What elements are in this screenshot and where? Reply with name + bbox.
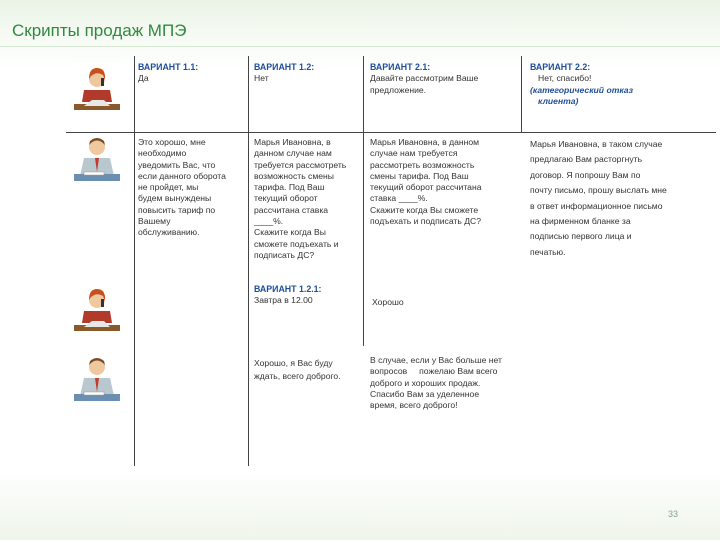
variant-text-line: Давайте рассмотрим Ваше [370, 73, 479, 84]
variant-title: ВАРИАНТ 1.2: [254, 62, 315, 72]
text-line: текущий оборот [254, 193, 318, 204]
variant-note-line: (категорический отказ [530, 84, 633, 95]
text-line: повысить тариф по [138, 204, 216, 215]
text-line: будем вынуждены [138, 193, 212, 204]
client-reply-ok: Хорошо [372, 297, 404, 307]
variant-title: ВАРИАНТ 2.1: [370, 62, 431, 72]
column-divider [521, 56, 522, 132]
text-line: подписать ДС? [254, 249, 315, 260]
header-variant-1-2 [254, 62, 314, 85]
closing-variant-2-1 [370, 355, 502, 411]
text-line: тарифа. Под Ваш [254, 182, 325, 193]
text-line: Это хорошо, мне [138, 137, 206, 147]
variant-text: Завтра в 12.00 [254, 295, 313, 306]
text-line: печатью. [530, 246, 566, 257]
text-line: Спасибо Вам за уделенное [370, 388, 480, 399]
variant-text: Да [138, 73, 149, 84]
slide-title: Скрипты продаж МПЭ [12, 21, 187, 40]
header-variant-1-1 [138, 62, 198, 85]
reply-variant-2-2 [530, 137, 667, 260]
text-line: Скажите когда Вы [254, 227, 326, 238]
reply-variant-2-1 [370, 137, 481, 227]
text-line: Скажите когда Вы сможете [370, 204, 479, 215]
text-line: ставка ____%. [370, 193, 428, 204]
reply-variant-1-2 [254, 137, 346, 261]
text-line: уведомить Вас, что [138, 159, 216, 170]
text-line: Хорошо, я Вас буду [254, 358, 333, 368]
page-number: 33 [667, 509, 678, 519]
header-variant-2-1 [370, 62, 478, 96]
text-line: текущий оборот рассчитана [370, 182, 482, 193]
text-line: необходимо [138, 148, 187, 159]
text-line: почту письмо, прошу выслать мне [530, 185, 667, 196]
text-line: в ответ информационное письмо [530, 200, 663, 211]
text-line: обслуживанию. [138, 227, 200, 238]
text-line: сможете подъехать и [254, 238, 339, 249]
header-variant-2-2 [530, 62, 633, 107]
title-divider [0, 46, 720, 47]
text-line: смены тарифа. Под Ваш [370, 170, 469, 181]
variant-title: ВАРИАНТ 2.2: [530, 62, 591, 72]
variant-note-line: клиента) [538, 95, 579, 106]
text-line: не пройдет, мы [138, 182, 199, 193]
variant-text-line: предложение. [370, 84, 427, 95]
text-line: Марья Ивановна, в [254, 137, 331, 147]
column-divider [363, 56, 364, 346]
text-line: предлагаю Вам расторгнуть [530, 154, 643, 165]
text-line: если данного оборота [138, 170, 226, 181]
variant-text: Нет, спасибо! [538, 73, 592, 84]
column-divider [248, 56, 249, 466]
reply-variant-1-1 [138, 137, 226, 239]
closing-variant-1-2 [254, 357, 341, 383]
text-line: ждать, всего доброго. [254, 371, 341, 381]
text-line: ____%. [254, 216, 284, 227]
text-line: подъехать и подписать ДС? [370, 216, 482, 227]
variant-1-2-1-block [254, 284, 321, 307]
text-line: требуется рассмотреть [254, 159, 347, 170]
text-line: данном случае нам [254, 148, 332, 159]
variant-text: Нет [254, 73, 269, 84]
text-line: Марья Ивановна, в таком случае [530, 139, 663, 149]
text-line: возможность смены [254, 170, 334, 181]
text-line: вопросов пожелаю Вам всего [370, 366, 498, 377]
text-line: В случае, если у Вас больше нет [370, 355, 502, 365]
row-divider [66, 132, 716, 133]
text-line: Марья Ивановна, в данном [370, 137, 480, 147]
text-line: на фирменном бланке за [530, 216, 631, 227]
text-line: Вашему [138, 216, 171, 227]
text-line: доброго и хороших продаж. [370, 377, 481, 388]
text-line: время, всего доброго! [370, 400, 458, 411]
text-line: договор. Я попрошу Вам по [530, 169, 641, 180]
text-line: рассмотреть возможность [370, 159, 475, 170]
text-line: случае нам требуется [370, 148, 458, 159]
text-line: подписью первого лица и [530, 231, 632, 242]
variant-title: ВАРИАНТ 1.1: [138, 62, 199, 72]
text-line: рассчитана ставка [254, 204, 329, 215]
variant-title: ВАРИАНТ 1.2.1: [254, 284, 322, 294]
column-divider [134, 56, 135, 466]
